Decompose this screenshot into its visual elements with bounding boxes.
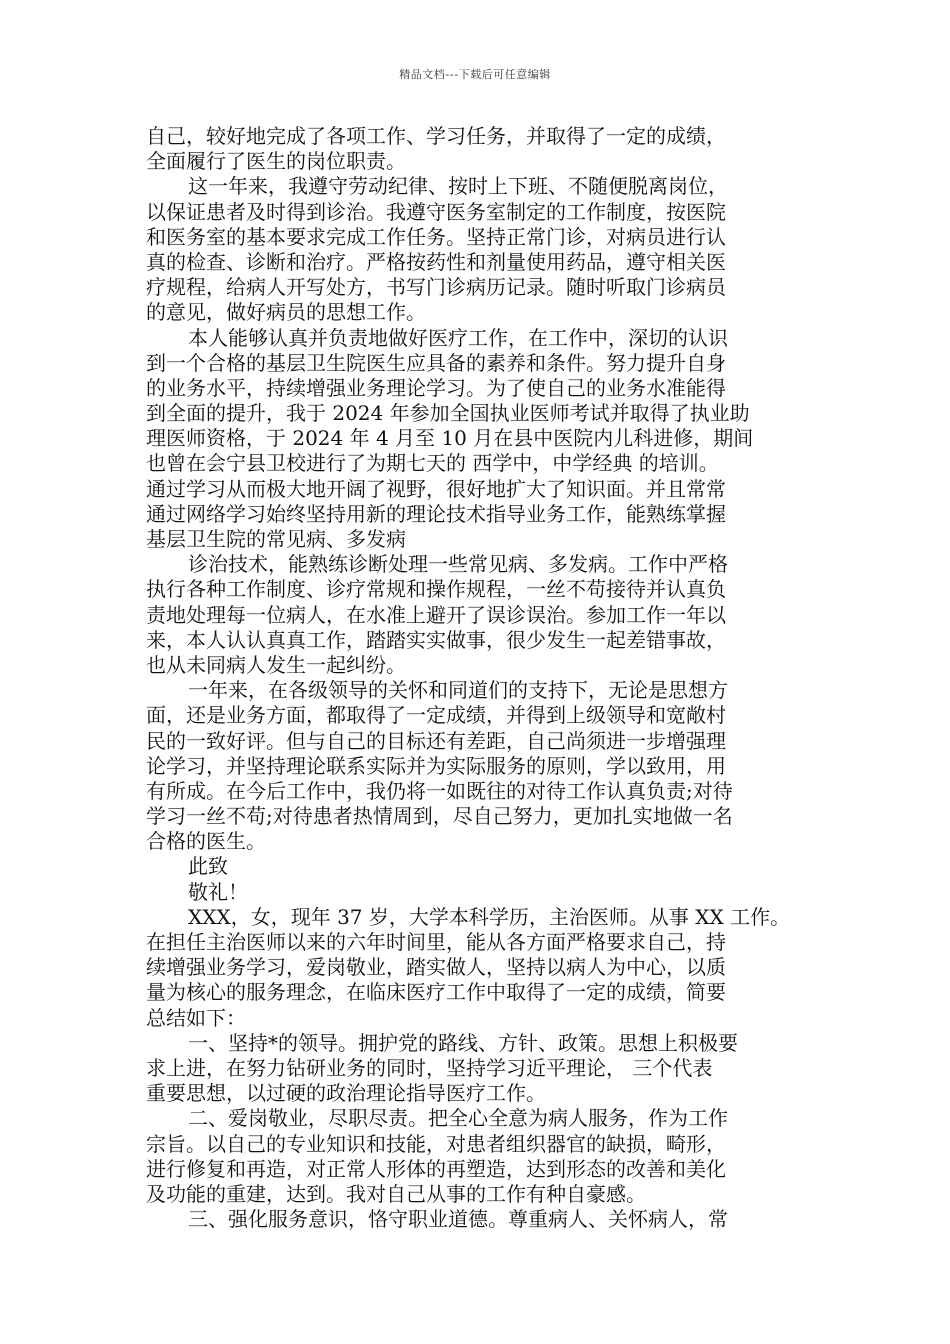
text-line: 重要思想，以过硬的政治理论指导医疗工作。 [146, 1081, 546, 1106]
page-header: 精品文档---下载后可任意编辑 [399, 68, 551, 81]
text-line: 此致 [188, 854, 228, 879]
text-line: 执行各种工作制度、诊疗常规和操作规程，一丝不苟接待并认真负 [146, 577, 726, 602]
text-line: 也曾在会宁县卫校进行了为期七天的 西学中，中学经典 的培训。 [146, 451, 719, 476]
text-line: 一、坚持*的领导。拥护党的路线、方针、政策。思想上积极要 [188, 1030, 738, 1055]
text-line: 这一年来，我遵守劳动纪律、按时上下班、不随便脱离岗位， [188, 174, 728, 199]
text-line: 续增强业务学习，爱岗敬业，踏实做人，坚持以病人为中心，以质 [146, 955, 726, 980]
text-line: 基层卫生院的常见病、多发病 [146, 527, 406, 551]
text-line: 本人能够认真并负责地做好医疗工作，在工作中，深切的认识 [188, 325, 728, 350]
text-line: 自己，较好地完成了各项工作、学习任务，并取得了一定的成绩， [146, 124, 726, 148]
text-line: 进行修复和再造，对正常人形体的再塑造，达到形态的改善和美化 [146, 1156, 726, 1181]
document-body [146, 124, 810, 1232]
text-line: 到全面的提升，我于 2024 年参加全国执业医师考试并取得了执业助 [146, 401, 750, 426]
text-line: 民的一致好评。但与自己的目标还有差距，自己尚须进一步增强理 [146, 728, 726, 753]
text-line: 有所成。在今后工作中，我仍将一如既往的对待工作认真负责;对待 [146, 778, 733, 803]
text-line: 诊治技术，能熟练诊断处理一些常见病、多发病。工作中严格 [188, 552, 728, 577]
text-line: 到一个合格的基层卫生院医生应具备的素养和条件。努力提升自身 [146, 350, 726, 375]
text-line: 责地处理每一位病人，在水准上避开了误诊误治。参加工作一年以 [146, 602, 726, 627]
text-line: 在担任主治医师以来的六年时间里，能从各方面严格要求自己，持 [146, 930, 726, 954]
text-line: 全面履行了医生的岗位职责。 [146, 149, 406, 174]
text-line: 以保证患者及时得到诊治。我遵守医务室制定的工作制度，按医院 [146, 199, 726, 224]
text-line: 量为核心的服务理念，在临床医疗工作中取得了一定的成绩，简要 [146, 980, 726, 1005]
text-line: 求上进，在努力钻研业务的同时，坚持学习近平理论， 三个代表 [146, 1055, 713, 1080]
text-line: 宗旨。以自己的专业知识和技能，对患者组织器官的缺损，畸形， [146, 1131, 726, 1156]
text-line: 通过学习从而极大地开阔了视野，很好地扩大了知识面。并且常常 [146, 476, 726, 501]
text-line: XXX，女，现年 37 岁，大学本科学历，主治医师。从事 XX 工作。 [188, 904, 791, 929]
text-line: 一年来，在各级领导的关怀和同道们的支持下，无论是思想方 [188, 678, 728, 703]
text-line: 合格的医生。 [146, 829, 266, 854]
text-line: 通过网络学习始终坚持用新的理论技术指导业务工作，能熟练掌握 [146, 501, 726, 526]
text-line: 真的检查、诊断和治疗。严格按药性和剂量使用药品，遵守相关医 [146, 249, 726, 274]
text-line: 总结如下： [146, 1005, 246, 1030]
text-line: 的意见，做好病员的思想工作。 [146, 300, 426, 325]
text-line: 疗规程，给病人开写处方，书写门诊病历记录。随时听取门诊病员 [146, 275, 726, 300]
text-line: 学习一丝不苟;对待患者热情周到，尽自己努力，更加扎实地做一名 [146, 804, 733, 829]
text-line: 三、强化服务意识，恪守职业道德。尊重病人、关怀病人，常 [188, 1207, 728, 1232]
text-line: 及功能的重建，达到。我对自己从事的工作有种自豪感。 [146, 1181, 646, 1206]
text-line: 的业务水平，持续增强业务理论学习。为了使自己的业务水准能得 [146, 375, 726, 400]
text-line: 二、爱岗敬业，尽职尽责。把全心全意为病人服务，作为工作 [188, 1106, 728, 1131]
text-line: 理医师资格，于 2024 年 4 月至 10 月在县中医院内儿科进修，期间 [146, 426, 754, 451]
text-line: 论学习，并坚持理论联系实际并为实际服务的原则，学以致用，用 [146, 753, 726, 778]
text-line: 来，本人认认真真工作，踏踏实实做事，很少发生一起差错事故， [146, 627, 726, 652]
text-line: 面，还是业务方面，都取得了一定成绩，并得到上级领导和宽敞村 [146, 703, 726, 728]
text-line: 敬礼！ [188, 879, 248, 904]
text-line: 和医务室的基本要求完成工作任务。坚持正常门诊，对病员进行认 [146, 224, 726, 249]
text-line: 也从未同病人发生一起纠纷。 [146, 652, 406, 677]
